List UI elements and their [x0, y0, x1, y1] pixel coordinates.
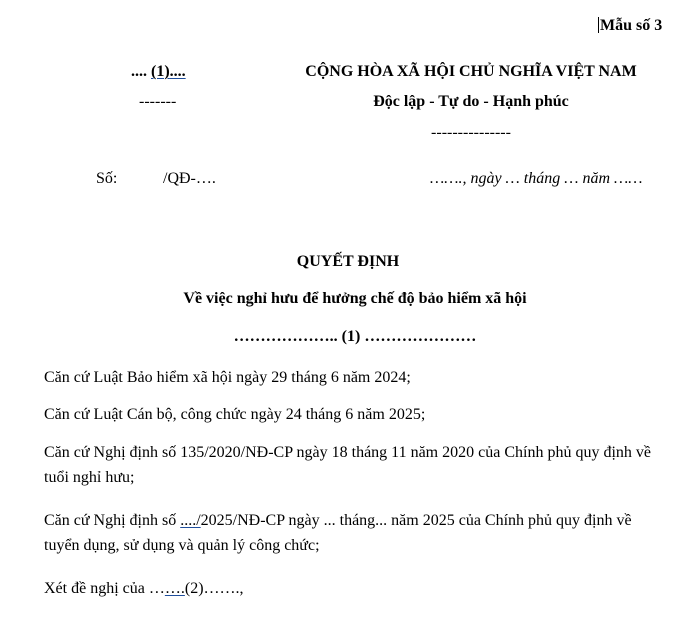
agency-divider: -------: [139, 93, 177, 110]
text-cursor: [598, 17, 599, 33]
document-number-code: /QĐ-….: [163, 170, 216, 187]
basis-civil-servant-law: Căn cứ Luật Cán bộ, công chức ngày 24 tháng 6 năm 2025;: [44, 406, 426, 423]
basis-retirement-age-decree: Căn cứ Nghị định số 135/2020/NĐ-CP ngày 18 tháng 11 năm 2020 của Chính phủ quy định về tuổi nghỉ hưu;: [44, 444, 651, 486]
national-motto: Độc lập - Tự do - Hạnh phúc: [373, 93, 569, 110]
basis-social-insurance-law: Căn cứ Luật Bảo hiểm xã hội ngày 29 tháng 6 năm 2024;: [44, 369, 411, 386]
national-title: CỘNG HÒA XÃ HỘI CHỦ NGHĨA VIỆT NAM: [305, 63, 637, 80]
form-number-label: Mẫu số 3: [600, 17, 663, 34]
decision-title: QUYẾT ĐỊNH: [296, 253, 400, 270]
proposal-line: Xét đề nghị của …….(2)…….,: [44, 580, 244, 597]
decision-authority: ……………….. (1) …………………: [233, 328, 477, 345]
document-date: ……., ngày … tháng … năm ……: [430, 170, 643, 187]
national-divider: ---------------: [431, 124, 511, 141]
agency-name: .... (1)....: [131, 63, 186, 80]
basis-recruitment-decree: Căn cứ Nghị định số ..../2025/NĐ-CP ngày ... tháng... năm 2025 của Chính phủ quy định về tuyển dụng, sử dụng và quản lý công chức;: [44, 512, 632, 554]
document-number-label: Số:: [96, 170, 118, 187]
decree-number-placeholder: ..../: [180, 512, 201, 529]
decision-subject: Về việc nghỉ hưu để hưởng chế độ bảo hiểm xã hội: [183, 290, 527, 307]
proposal-placeholder: ….: [164, 580, 185, 597]
agency-marker: (1): [151, 63, 170, 80]
